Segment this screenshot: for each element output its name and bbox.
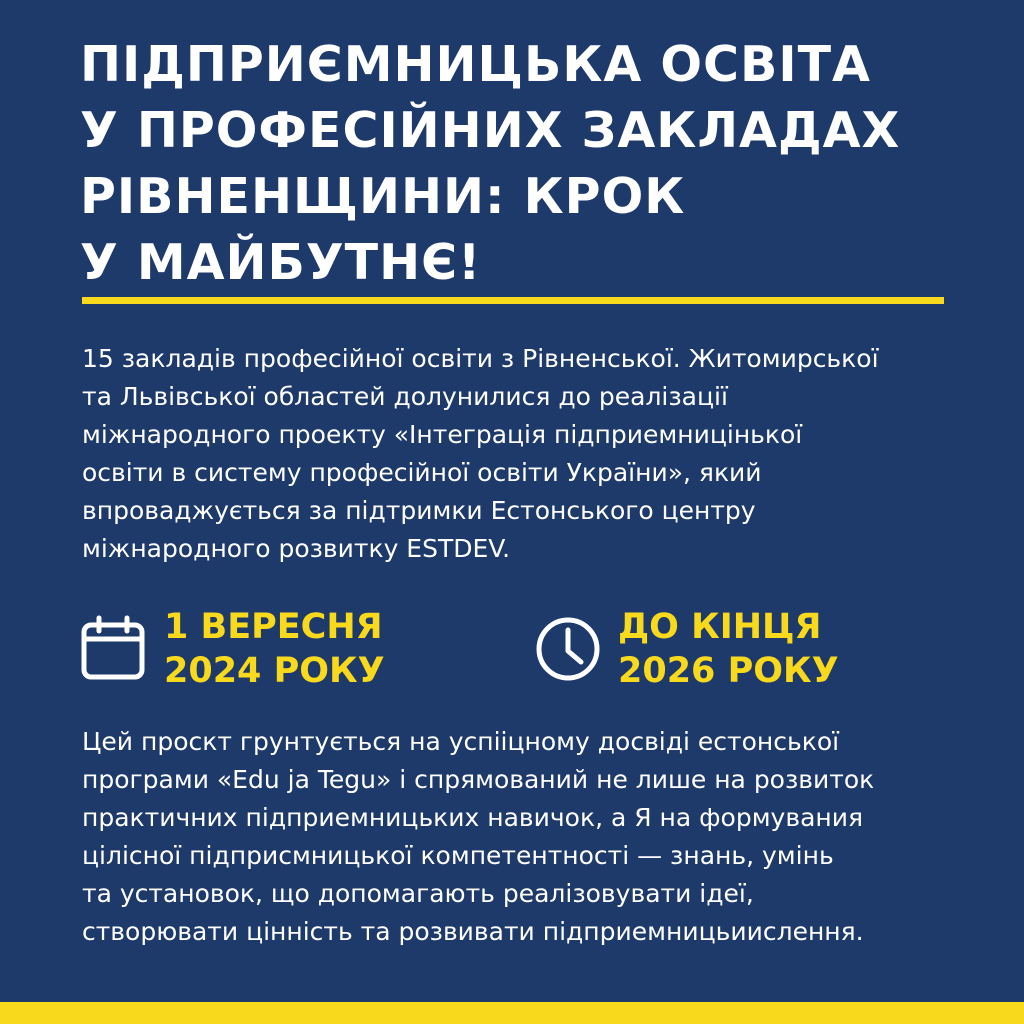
details-line: програми «Edu ja Tegu» і спрямований не лише на розвиток bbox=[82, 765, 875, 794]
title-line: РІВНЕНЩИНИ: КРОК bbox=[80, 168, 686, 225]
bottom-accent-bar bbox=[0, 1002, 1024, 1024]
intro-line: 15 закладів професійної освіти з Рівненської. Житомирської bbox=[82, 344, 879, 373]
end-date-line: 2026 РОКУ bbox=[618, 651, 839, 691]
title-line: У ПРОФЕСІЙНИХ ЗАКЛАДАХ bbox=[80, 102, 901, 159]
clock-icon bbox=[534, 615, 602, 683]
intro-paragraph bbox=[82, 340, 982, 568]
details-line: створювати цінність та розвивати підприемницьиислення. bbox=[82, 917, 864, 946]
intro-line: та Львівської областей долунилися до реалізації bbox=[82, 382, 728, 411]
start-date-block bbox=[80, 602, 385, 696]
start-date-label bbox=[164, 605, 385, 693]
details-line: Цей проскт грунтується на успіiцному досвіді естонської bbox=[82, 727, 840, 756]
start-date-line: 1 ВЕРЕСНЯ bbox=[164, 607, 383, 647]
intro-line: міжнародного проекту «Інтеграція підприемницінької bbox=[82, 420, 803, 449]
details-paragraph bbox=[82, 723, 982, 951]
intro-line: освіти в систему професійної освіти України», який bbox=[82, 458, 762, 487]
title-divider bbox=[82, 297, 944, 304]
details-line: цілісної підприсмницької компетентності — знань, умінь bbox=[82, 841, 834, 870]
start-date-line: 2024 РОКУ bbox=[164, 651, 385, 691]
details-line: та установок, що допомагають реалізовувати ідеї, bbox=[82, 879, 754, 908]
end-date-label bbox=[618, 605, 839, 693]
end-date-line: ДО КІНЦЯ bbox=[618, 607, 822, 647]
intro-line: впроваджується за підтримки Естонського центру bbox=[82, 496, 756, 525]
title-line: ПІДПРИЄМНИЦЬКА ОСВІТА bbox=[80, 36, 871, 93]
page-title bbox=[80, 32, 960, 296]
intro-line: міжнародного розвитку ESTDEV. bbox=[82, 534, 511, 563]
details-line: практичних підприемницьких навичок, а Я на формувания bbox=[82, 803, 864, 832]
end-date-block bbox=[534, 602, 839, 696]
calendar-icon bbox=[80, 615, 148, 683]
title-line: У МАЙБУТНЄ! bbox=[80, 234, 482, 291]
